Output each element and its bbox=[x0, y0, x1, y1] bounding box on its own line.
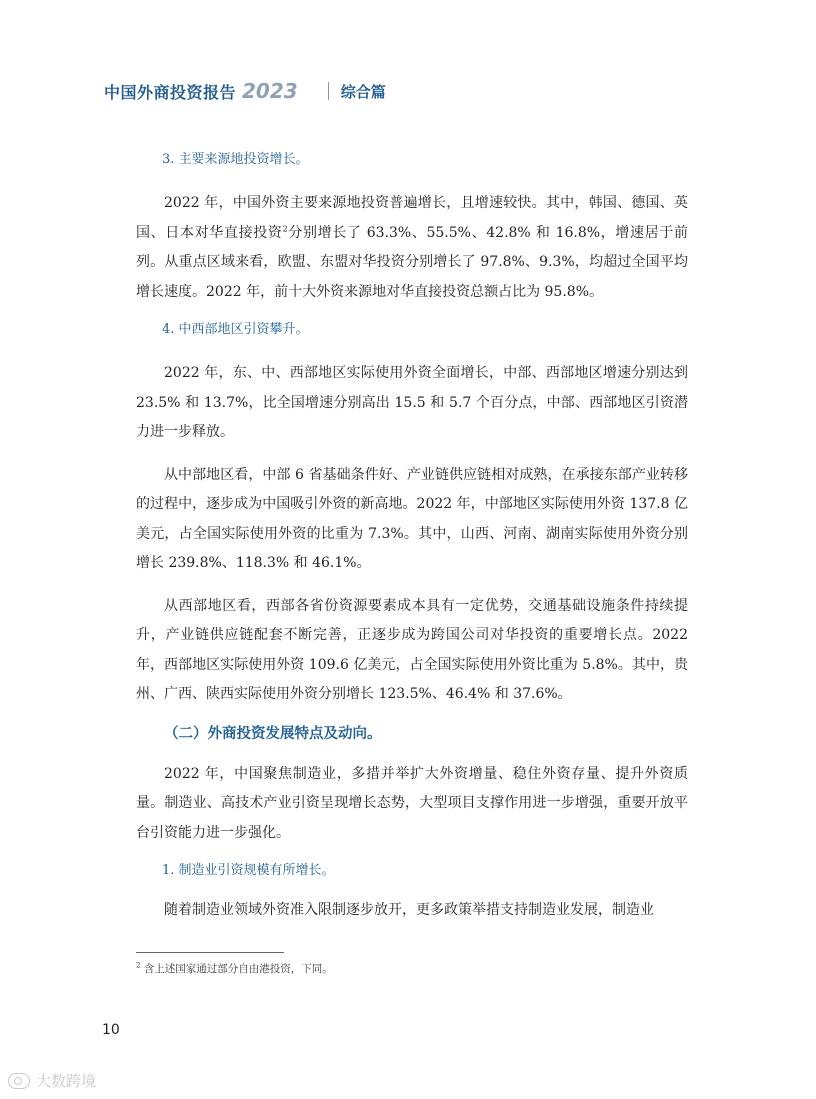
section-name: 综合篇 bbox=[340, 82, 386, 101]
watermark bbox=[8, 1070, 96, 1091]
subheading-manufacturing: 1. 制造业引资规模有所增长。 bbox=[162, 863, 335, 878]
watermark-logo-icon bbox=[8, 1073, 30, 1089]
paragraph-text: 2022 年，中国外资主要来源地投资普遍增长，且增速较快。其中，韩国、德国、英国、日本对华直接投资 bbox=[136, 195, 688, 241]
subheading-central-western: 4. 中西部地区引资攀升。 bbox=[162, 322, 309, 337]
footnote-divider bbox=[136, 952, 284, 953]
footnote-marker[interactable]: 2 bbox=[282, 223, 288, 233]
report-title: 中国外商投资报告 bbox=[104, 82, 237, 102]
report-year: 2023 bbox=[242, 79, 298, 103]
paragraph-western-region: 从西部地区看，西部各省份资源要素成本具有一定优势，交通基础设施条件持续提升，产业链供应链配套不断完善，正逐步成为跨国公司对华投资的重要增长点。2022 年，西部地区实际使用外资 109.6 亿美元，占全国实际使用外资比重为 5.8%。其中，贵州、广西、陕西实际使用外资分别增长 123.5%、46.4% 和 37.6%。 bbox=[136, 597, 688, 702]
page-number: 10 bbox=[102, 1022, 120, 1038]
body-content bbox=[136, 148, 688, 926]
watermark-text: 大数跨境 bbox=[36, 1072, 97, 1090]
section-heading-characteristics: （二）外商投资发展特点及动向。 bbox=[164, 725, 382, 742]
header-divider bbox=[328, 82, 329, 100]
paragraph-manufacturing-focus: 2022 年，中国聚焦制造业，多措并举扩大外资增量、稳住外资存量、提升外资质量。制造业、高技术产业引资呈现增长态势，大型项目支撑作用进一步增强，重要开放平台引资能力进一步强化。 bbox=[136, 765, 688, 841]
subheading-source-investment: 3. 主要来源地投资增长。 bbox=[162, 152, 309, 167]
paragraph-regional-growth: 2022 年，东、中、西部地区实际使用外资全面增长，中部、西部地区增速分别达到 23.5% 和 13.7%，比全国增速分别高出 15.5 和 5.7 个百分点，中部、西部地区引资潜力进一步释放。 bbox=[136, 365, 688, 440]
paragraph-manufacturing-opening: 随着制造业领域外资准入限制逐步放开，更多政策举措支持制造业发展，制造业 bbox=[164, 902, 654, 918]
running-header bbox=[104, 76, 386, 106]
paragraph-central-region: 从中部地区看，中部 6 省基础条件好、产业链供应链相对成熟，在承接东部产业转移的过程中，逐步成为中国吸引外资的新高地。2022 年，中部地区实际使用外资 137.8 亿美元，占全国实际使用外资的比重为 7.3%。其中，山西、河南、湖南实际使用外资分别增长 239.8%、118.3% 和 46.1%。 bbox=[136, 466, 688, 571]
footnote-number: 2 bbox=[136, 961, 141, 970]
footnote bbox=[136, 961, 333, 976]
footnote-text: 含上述国家通过部分自由港投资，下同。 bbox=[143, 963, 333, 975]
paragraph-text: 分别增长了 63.3%、55.5%、42.8% 和 16.8%，增速居于前列。从重点区域来看，欧盟、东盟对华投资分别增长了 97.8%、9.3%，均超过全国平均增长速度。2022 年，前十大外资来源地对华直接投资总额占比为 95.8%。 bbox=[136, 224, 689, 300]
paragraph-source-investment bbox=[136, 189, 688, 307]
